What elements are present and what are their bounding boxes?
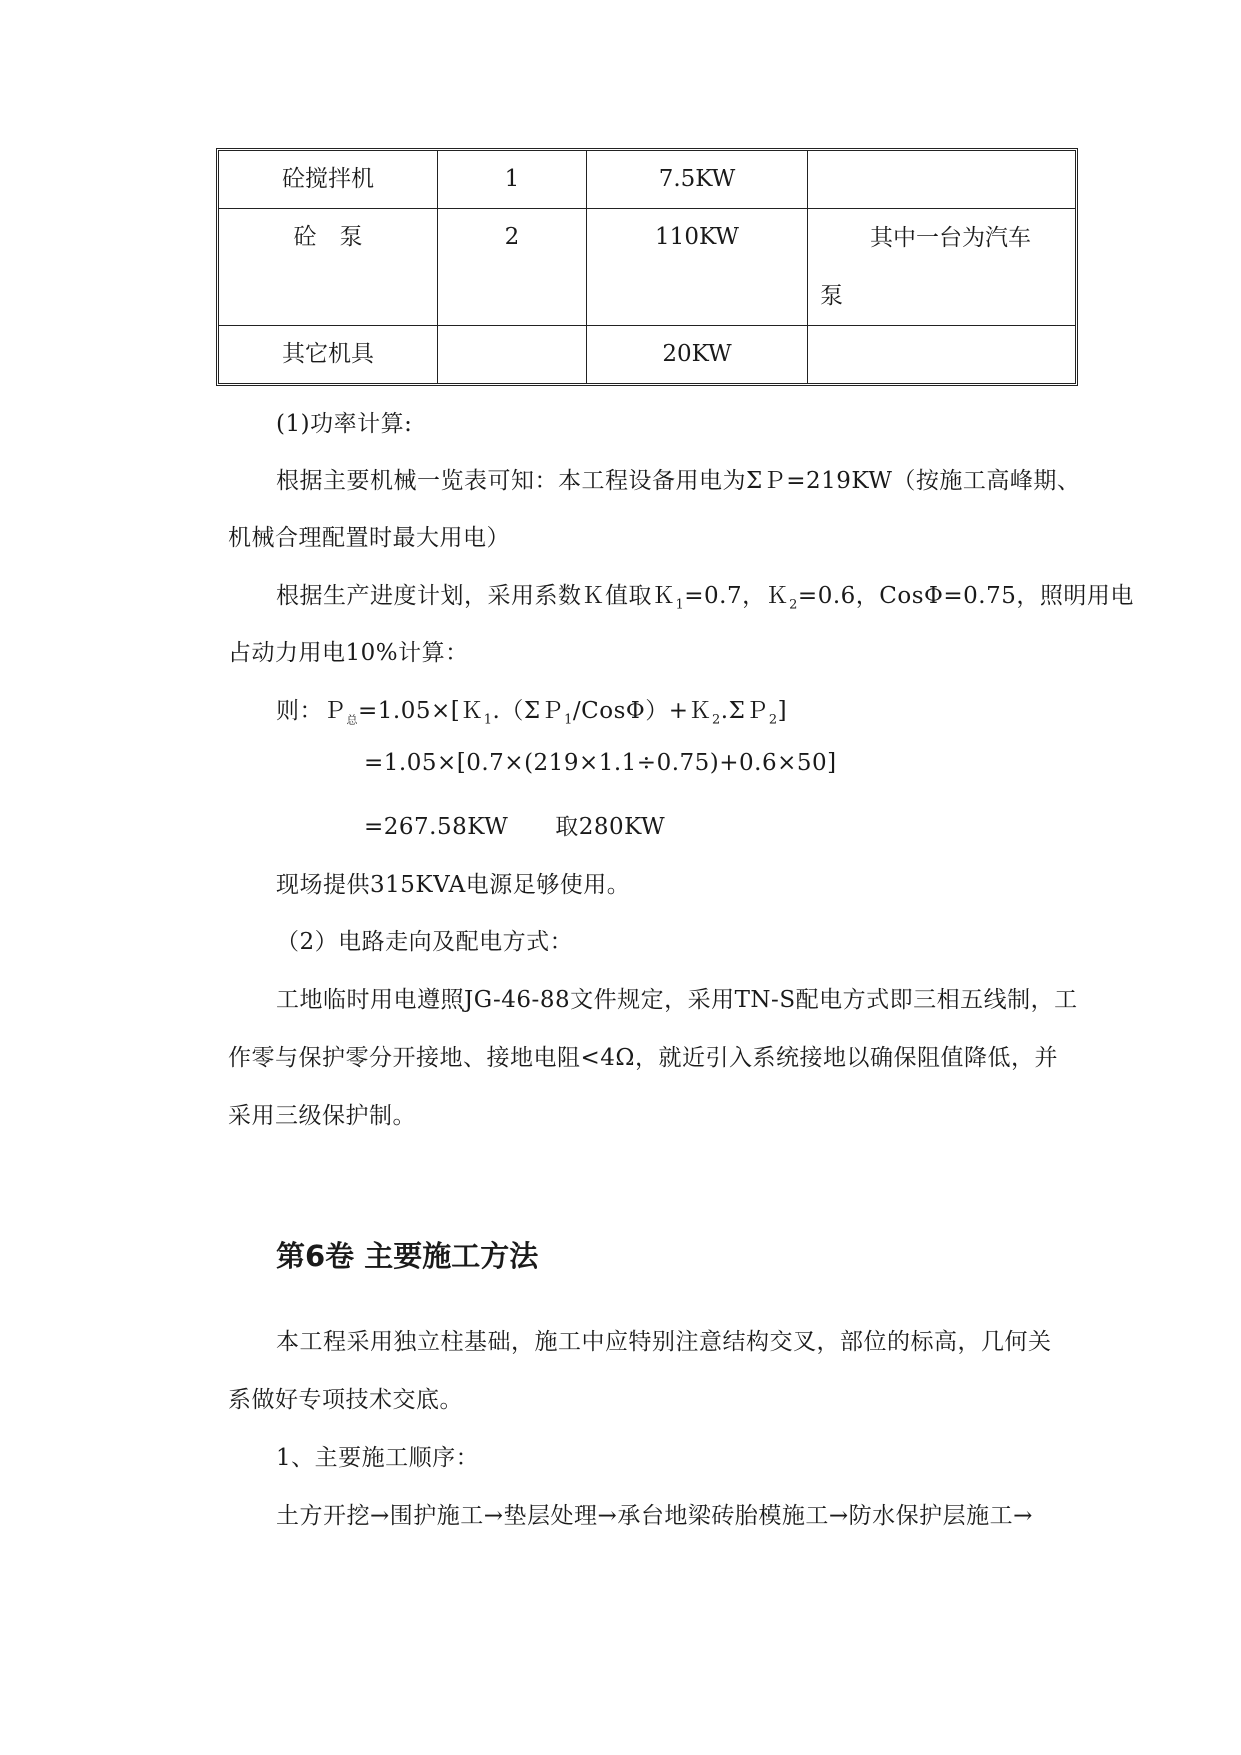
remark-cell [808,151,1075,209]
text-run: .ΣＰ [720,698,769,724]
subscript: 2 [712,712,721,728]
text-run: 根据生产进度计划，采用系数Ｋ值取Ｋ [276,583,676,609]
equipment-name-cell: 砼搅拌机 [219,151,438,209]
table-row [219,209,1075,326]
quantity-cell: 2 [438,209,587,326]
quantity-cell [438,326,587,383]
text-run: ] [777,698,788,724]
power-cell: 20KW [587,326,808,383]
remark-line: 其中一台为汽车 [870,225,1031,251]
formula-line: =1.05×[0.7×(219×1.1÷0.75)+0.6×50] [364,750,837,776]
section-heading: 第6卷 主要施工方法 [276,1239,539,1273]
power-cell: 110KW [587,209,808,326]
subscript: 2 [789,597,798,613]
paragraph-line: 现场提供315KVA电源足够使用。 [276,872,631,898]
paragraph-line: 作零与保护零分开接地、接地电阻<4Ω，就近引入系统接地以确保阻值降低，并 [228,1045,1058,1071]
paragraph-line: 工地临时用电遵照JG-46-88文件规定，采用TN-S配电方式即三相五线制，工 [276,987,1078,1013]
power-cell: 7.5KW [587,151,808,209]
text-run: =0.7，Ｋ [684,583,790,609]
text-run: 则：Ｐ [276,698,347,724]
subsection-title: （2）电路走向及配电方式： [276,929,574,955]
formula-line: =267.58KW 取280KW [364,814,666,840]
subscript: 1 [483,712,493,728]
subscript: 总 [346,713,358,727]
equipment-name-cell: 砼 泵 [219,209,438,326]
text-run: /CosΦ）+Ｋ [572,698,712,724]
remark-cell [808,209,1075,326]
paragraph-line [276,577,1134,613]
text-run: =1.05×[Ｋ [358,698,484,724]
table-row [219,326,1075,383]
text-run: =0.6，CosΦ=0.75，照明用电 [797,583,1134,609]
equipment-name-cell: 其它机具 [219,326,438,383]
subscript: 1 [564,712,573,728]
subscript: 1 [675,597,685,613]
subscript: 2 [768,712,778,728]
paragraph-line: 机械合理配置时最大用电） [228,525,510,551]
subsection-title: (1)功率计算: [276,411,413,437]
equipment-table [216,148,1078,386]
paragraph-line: 本工程采用独立柱基础，施工中应特别注意结构交叉，部位的标高，几何关 [276,1329,1052,1355]
paragraph-line: 系做好专项技术交底。 [228,1387,463,1413]
subsection-title: 1、主要施工顺序： [276,1445,480,1471]
remark-line: 泵 [820,283,843,309]
paragraph-line: 根据主要机械一览表可知：本工程设备用电为ΣＰ=219KW（按施工高峰期、 [276,468,1081,494]
paragraph-line: 占动力用电10%计算： [228,640,469,666]
paragraph-line: 土方开挖→围护施工→垫层处理→承台地梁砖胎模施工→防水保护层施工→ [276,1503,1033,1529]
formula-line [276,692,787,728]
text-run: .（ΣＰ [492,698,565,724]
quantity-cell: 1 [438,151,587,209]
table-row [219,151,1075,209]
remark-cell [808,326,1075,383]
paragraph-line: 采用三级保护制。 [228,1103,416,1129]
